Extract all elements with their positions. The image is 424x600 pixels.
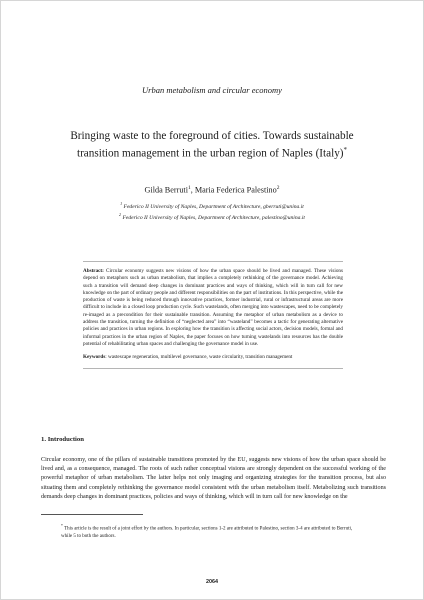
author-affiliation-mark: 1 — [187, 185, 191, 191]
affiliation-list — [1, 200, 423, 223]
title-footnote-mark: * — [343, 146, 348, 155]
affiliation-line — [1, 200, 423, 211]
paper-title — [61, 129, 363, 162]
author-separator: , — [190, 185, 195, 195]
author-name: Maria Federica Palestino — [194, 185, 277, 195]
footnote-mark: * — [61, 524, 63, 528]
affiliation-line — [1, 211, 423, 222]
keywords-text: : wastescape regeneration, multilevel governance, waste circularity, transition management — [105, 354, 293, 361]
abstract-text: Circular economy suggests new visions of how the urban space should be lived and managed. These visions depend on metaphors such as urban metabolism, that implies a completely rethinking of the governance model. Achieving such a transition will demand deep changes in dominant practices and ways of thinking, which will in turn call for new knowledge on the part of ordinary people and different responsibilities on the part of institutions. In this perspective, while the production of waste is being reduced through innovative practices, former industrial, rural or infrastructural areas are more difficult to include in a closed loop production cycle. Such wastelands, often merging into wastescapes, need to be completely re-imaged as a precondition for their sustainable transition. Assuming the metaphor of urban metabolism as a device to address the transition, turning the definition of “neglected area” into “wasteland” becomes a tactic for generating alternative policies and practices in urban regions. In exploring how the transition is affecting social actors, decision models, formal and informal practices in the urban region of Naples, the paper focuses on how turning wastelands into resources has the double potential of rehabilitating urban spaces and challenging the governance model in use. — [83, 268, 343, 347]
abstract — [83, 268, 343, 348]
affiliation-text: Federico II University of Naples, Department of Architecture, palestino@unina.it — [121, 215, 305, 222]
affiliation-mark: 2 — [119, 212, 122, 218]
section-heading: 1. Introduction — [41, 436, 84, 443]
abstract-box — [83, 261, 343, 369]
paper-title-text: Bringing waste to the foreground of cities. Towards sustainable transition management in the urban region of Naples (Italy) — [70, 130, 354, 161]
body-paragraph: Circular economy, one of the pillars of sustainable transitions promoted by the EU, suggests new visions of how the urban space should be lived and, as a consequence, managed. The roots of such rather conceptual visions are strongly dependent on the successful working of the powerful metaphor of urban metabolism. The latter helps not only imaging and organizing strategies for the transition process, but also situating them and completely rethinking the governance model consistent with the urban metabolism itself. Metabolizing such transitions demands deep changes in dominant practices, policies and ways of thinking, which will in turn call for new knowledge on the — [41, 457, 386, 500]
author-list — [1, 185, 423, 195]
abstract-label: Abstract: — [83, 268, 104, 274]
keywords-label: Keywords — [83, 354, 106, 361]
author-name: Gilda Berruti — [144, 185, 188, 195]
affiliation-text: Federico II University of Naples, Department of Architecture, gberruti@unina.it — [122, 203, 304, 210]
affiliation-mark: 1 — [120, 201, 123, 206]
footnote-text: This article is the result of a joint effort by the authors. In particular, sections 1-2 are attributed to Palestino, section 3-4 are attributed to Berruti, while 5 to both the authors. — [61, 526, 353, 539]
section-header: Urban metabolism and circular economy — [142, 85, 282, 95]
author-affiliation-mark: 2 — [276, 185, 280, 191]
page-number: 2064 — [206, 579, 218, 585]
footnote — [61, 523, 361, 540]
footnote-divider — [41, 514, 143, 515]
keywords — [83, 354, 343, 361]
